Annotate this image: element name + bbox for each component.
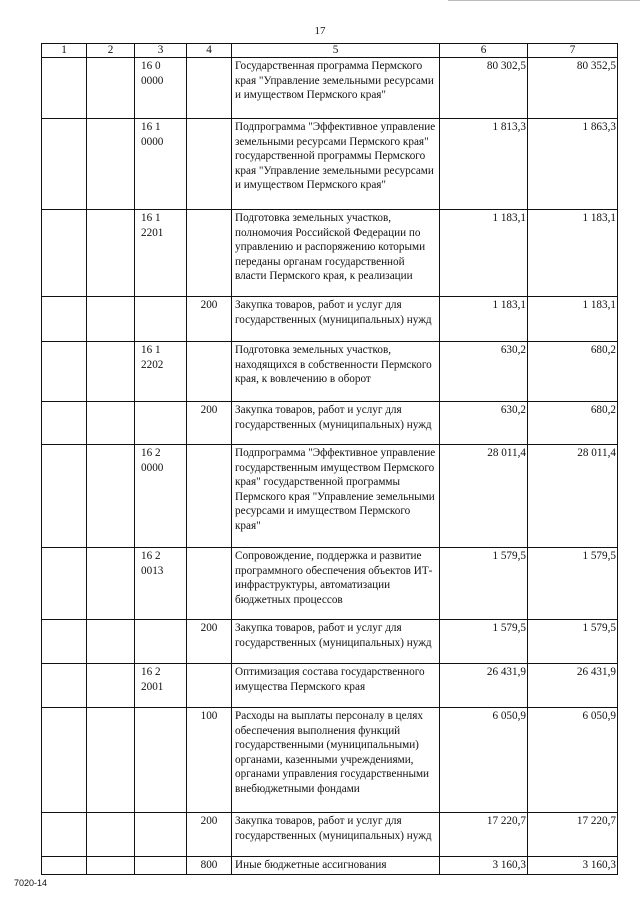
table-header-row bbox=[42, 44, 618, 58]
expense-type-cell: 200 bbox=[187, 402, 232, 445]
amount-col6-cell: 630,2 bbox=[440, 342, 528, 402]
amount-col7-cell: 1 183,1 bbox=[528, 210, 618, 297]
subsection-cell bbox=[87, 857, 135, 875]
column-header: 2 bbox=[87, 44, 135, 58]
table-row bbox=[42, 119, 618, 210]
budget-table bbox=[41, 43, 618, 875]
amount-col6-cell: 1 579,5 bbox=[440, 620, 528, 664]
amount-col7-cell: 1 183,1 bbox=[528, 297, 618, 342]
target-article-cell bbox=[135, 297, 187, 342]
target-article-cell: 16 2 0000 bbox=[135, 445, 187, 548]
expense-type-cell: 200 bbox=[187, 297, 232, 342]
amount-col6-cell: 80 302,5 bbox=[440, 58, 528, 119]
amount-col6-cell: 1 813,3 bbox=[440, 119, 528, 210]
amount-col6-cell: 17 220,7 bbox=[440, 813, 528, 857]
name-cell: Подпрограмма "Эффективное управление государственным имуществом Пермского края" государственной программы Пермского края "Управление земельными ресурсами и имуществом Пермского края" bbox=[232, 445, 440, 548]
table-row bbox=[42, 445, 618, 548]
name-cell: Оптимизация состава государственного имущества Пермского края bbox=[232, 664, 440, 708]
expense-type-cell bbox=[187, 664, 232, 708]
subsection-cell bbox=[87, 58, 135, 119]
expense-type-cell bbox=[187, 58, 232, 119]
subsection-cell bbox=[87, 548, 135, 620]
table-row bbox=[42, 342, 618, 402]
expense-type-cell: 800 bbox=[187, 857, 232, 875]
target-article-cell bbox=[135, 813, 187, 857]
table-row bbox=[42, 708, 618, 813]
amount-col6-cell: 630,2 bbox=[440, 402, 528, 445]
section-cell bbox=[42, 445, 87, 548]
table-row bbox=[42, 813, 618, 857]
expense-type-cell bbox=[187, 119, 232, 210]
column-header: 3 bbox=[135, 44, 187, 58]
section-cell bbox=[42, 210, 87, 297]
target-article-cell bbox=[135, 402, 187, 445]
target-article-cell: 16 2 2001 bbox=[135, 664, 187, 708]
section-cell bbox=[42, 119, 87, 210]
column-header: 6 bbox=[440, 44, 528, 58]
target-article-cell bbox=[135, 620, 187, 664]
table-row bbox=[42, 402, 618, 445]
column-header: 5 bbox=[232, 44, 440, 58]
target-article-cell: 16 0 0000 bbox=[135, 58, 187, 119]
section-cell bbox=[42, 342, 87, 402]
target-article-cell: 16 1 2201 bbox=[135, 210, 187, 297]
amount-col6-cell: 28 011,4 bbox=[440, 445, 528, 548]
section-cell bbox=[42, 813, 87, 857]
top-rule bbox=[448, 0, 640, 1]
section-cell bbox=[42, 708, 87, 813]
amount-col7-cell: 26 431,9 bbox=[528, 664, 618, 708]
amount-col7-cell: 680,2 bbox=[528, 402, 618, 445]
section-cell bbox=[42, 664, 87, 708]
subsection-cell bbox=[87, 664, 135, 708]
name-cell: Государственная программа Пермского края "Управление земельными ресурсами и имуществом Пермского края" bbox=[232, 58, 440, 119]
amount-col6-cell: 1 183,1 bbox=[440, 210, 528, 297]
subsection-cell bbox=[87, 119, 135, 210]
amount-col7-cell: 1 579,5 bbox=[528, 620, 618, 664]
name-cell: Закупка товаров, работ и услуг для государственных (муниципальных) нужд bbox=[232, 402, 440, 445]
document-code: 7020-14 bbox=[14, 878, 48, 888]
name-cell: Подготовка земельных участков, полномочия Российской Федерации по управлению и распоряжению которыми переданы органам государственной власти Пермского края, к реализации bbox=[232, 210, 440, 297]
amount-col7-cell: 80 352,5 bbox=[528, 58, 618, 119]
amount-col6-cell: 6 050,9 bbox=[440, 708, 528, 813]
name-cell: Сопровождение, поддержка и развитие программного обеспечения объектов ИТ-инфраструктуры, автоматизации бюджетных процессов bbox=[232, 548, 440, 620]
expense-type-cell bbox=[187, 445, 232, 548]
expense-type-cell bbox=[187, 342, 232, 402]
amount-col7-cell: 1 863,3 bbox=[528, 119, 618, 210]
name-cell: Подпрограмма "Эффективное управление земельными ресурсами Пермского края" государственной программы Пермского края "Управление земельными ресурсами и имуществом Пермского края" bbox=[232, 119, 440, 210]
target-article-cell: 16 2 0013 bbox=[135, 548, 187, 620]
target-article-cell: 16 1 0000 bbox=[135, 119, 187, 210]
target-article-cell bbox=[135, 857, 187, 875]
subsection-cell bbox=[87, 342, 135, 402]
table-row bbox=[42, 297, 618, 342]
subsection-cell bbox=[87, 445, 135, 548]
subsection-cell bbox=[87, 620, 135, 664]
amount-col6-cell: 26 431,9 bbox=[440, 664, 528, 708]
subsection-cell bbox=[87, 297, 135, 342]
section-cell bbox=[42, 402, 87, 445]
table-row bbox=[42, 664, 618, 708]
amount-col7-cell: 1 579,5 bbox=[528, 548, 618, 620]
name-cell: Расходы на выплаты персоналу в целях обеспечения выполнения функций государственными (муниципальными) органами, казенными учреждениями, органами управления государственными внебюджетными фондами bbox=[232, 708, 440, 813]
expense-type-cell: 200 bbox=[187, 620, 232, 664]
section-cell bbox=[42, 297, 87, 342]
amount-col7-cell: 17 220,7 bbox=[528, 813, 618, 857]
target-article-cell: 16 1 2202 bbox=[135, 342, 187, 402]
table-row bbox=[42, 58, 618, 119]
column-header: 1 bbox=[42, 44, 87, 58]
section-cell bbox=[42, 857, 87, 875]
subsection-cell bbox=[87, 813, 135, 857]
amount-col6-cell: 1 579,5 bbox=[440, 548, 528, 620]
expense-type-cell: 100 bbox=[187, 708, 232, 813]
name-cell: Закупка товаров, работ и услуг для государственных (муниципальных) нужд bbox=[232, 620, 440, 664]
table-row bbox=[42, 857, 618, 875]
target-article-cell bbox=[135, 708, 187, 813]
name-cell: Иные бюджетные ассигнования bbox=[232, 857, 440, 875]
section-cell bbox=[42, 58, 87, 119]
amount-col6-cell: 1 183,1 bbox=[440, 297, 528, 342]
amount-col7-cell: 3 160,3 bbox=[528, 857, 618, 875]
amount-col7-cell: 680,2 bbox=[528, 342, 618, 402]
section-cell bbox=[42, 620, 87, 664]
amount-col7-cell: 6 050,9 bbox=[528, 708, 618, 813]
subsection-cell bbox=[87, 708, 135, 813]
section-cell bbox=[42, 548, 87, 620]
amount-col6-cell: 3 160,3 bbox=[440, 857, 528, 875]
table-row bbox=[42, 620, 618, 664]
table-row bbox=[42, 210, 618, 297]
expense-type-cell bbox=[187, 210, 232, 297]
expense-type-cell bbox=[187, 548, 232, 620]
name-cell: Закупка товаров, работ и услуг для государственных (муниципальных) нужд bbox=[232, 813, 440, 857]
page-number: 17 bbox=[314, 25, 326, 37]
amount-col7-cell: 28 011,4 bbox=[528, 445, 618, 548]
table-row bbox=[42, 548, 618, 620]
name-cell: Подготовка земельных участков, находящихся в собственности Пермского края, к вовлечению в оборот bbox=[232, 342, 440, 402]
expense-type-cell: 200 bbox=[187, 813, 232, 857]
column-header: 7 bbox=[528, 44, 618, 58]
column-header: 4 bbox=[187, 44, 232, 58]
subsection-cell bbox=[87, 210, 135, 297]
name-cell: Закупка товаров, работ и услуг для государственных (муниципальных) нужд bbox=[232, 297, 440, 342]
subsection-cell bbox=[87, 402, 135, 445]
